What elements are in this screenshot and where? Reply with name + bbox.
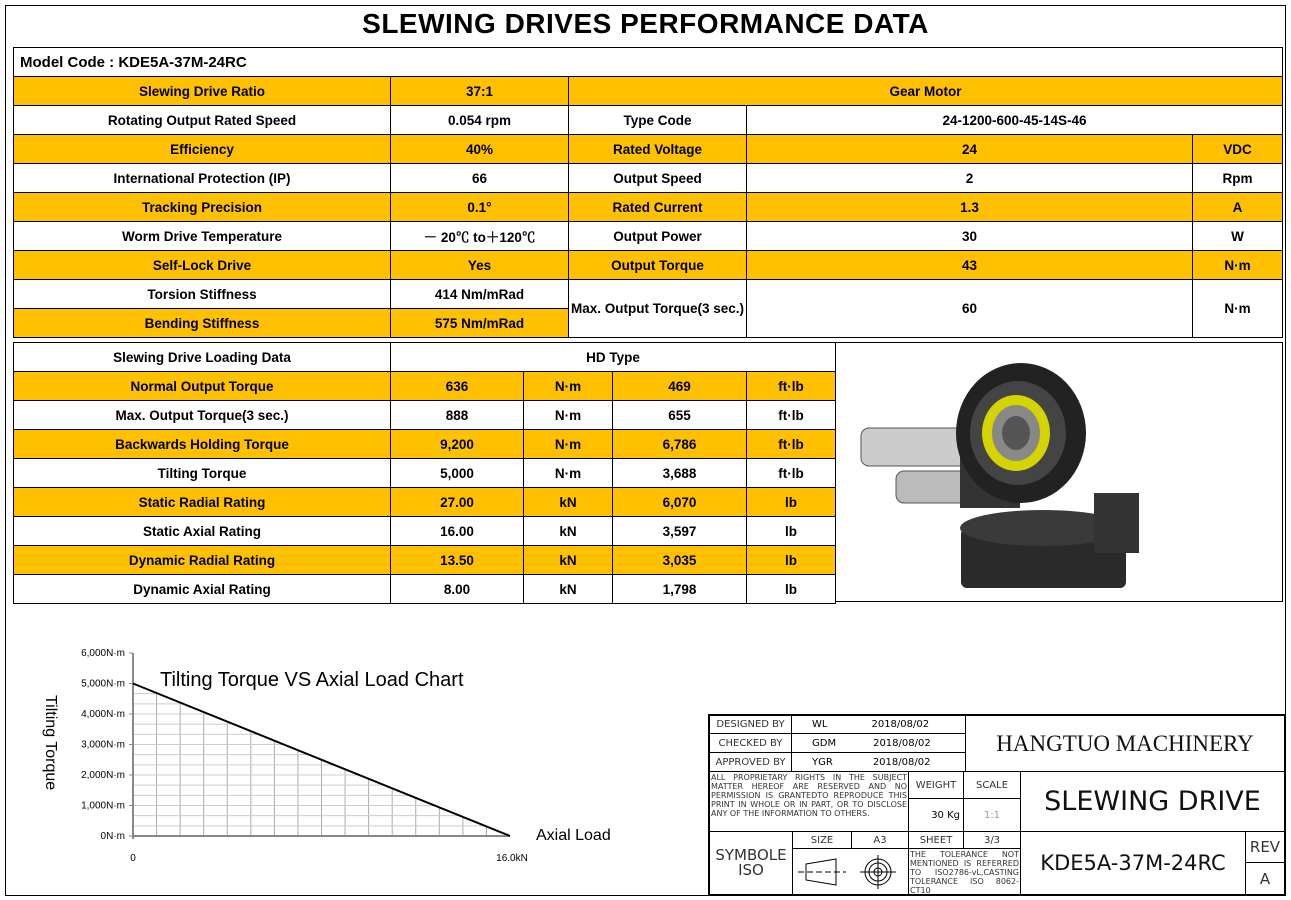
x-axis-label: Axial Load <box>536 827 611 844</box>
max-torque-label: Max. Output Torque(3 sec.) <box>569 280 747 338</box>
loading-u1: N·m <box>524 401 613 430</box>
slewing-drive-illustration <box>836 343 1282 601</box>
spec-label: Worm Drive Temperature <box>14 222 391 251</box>
designed-date: 2018/08/02 <box>871 719 930 730</box>
model-code: Model Code : KDE5A-37M-24RC <box>14 48 1283 77</box>
loading-v1: 636 <box>391 372 524 401</box>
chart-title: Tilting Torque VS Axial Load Chart <box>160 669 464 691</box>
loading-u1: N·m <box>524 372 613 401</box>
loading-u1: N·m <box>524 459 613 488</box>
loading-u1: kN <box>524 546 613 575</box>
approved-date: 2018/08/02 <box>872 756 931 768</box>
y-tick-label: 0N·m <box>100 831 125 842</box>
loading-row <box>14 575 836 604</box>
motor-unit: N·m <box>1193 251 1283 280</box>
rev-label: REV <box>1245 831 1285 863</box>
loading-v2: 1,798 <box>613 575 747 604</box>
weight-label: WEIGHT <box>908 771 964 799</box>
drawing-name: SLEWING DRIVE <box>1020 771 1285 832</box>
motor-unit: VDC <box>1193 135 1283 164</box>
title-block <box>708 714 1286 896</box>
loading-u2: ft·lb <box>747 459 836 488</box>
loading-l: Backwards Holding Torque <box>14 430 391 459</box>
spec-label: Rotating Output Rated Speed <box>14 106 391 135</box>
performance-row <box>14 193 1283 222</box>
performance-row <box>14 251 1283 280</box>
checked-label: CHECKED BY <box>709 733 792 753</box>
loading-row <box>14 488 836 517</box>
rev-value: A <box>1245 862 1285 895</box>
bending-label: Bending Stiffness <box>14 309 391 338</box>
motor-value: 24 <box>747 135 1193 164</box>
checked-by: GDM <box>812 737 837 749</box>
loading-v2: 3,597 <box>613 517 747 546</box>
y-axis-label: Tilting Torque <box>42 695 59 791</box>
y-tick-label: 1,000N·m <box>81 800 125 812</box>
spec-value: － 20℃ to＋120℃ <box>391 222 569 251</box>
loading-u1: kN <box>524 517 613 546</box>
performance-row <box>14 222 1283 251</box>
tilting-torque-chart <box>20 640 630 870</box>
spec-value: 0.1° <box>391 193 569 222</box>
loading-header: Slewing Drive Loading Data <box>14 343 391 372</box>
motor-label: Output Speed <box>569 164 747 193</box>
symbol-label: SYMBOLE ISO <box>709 831 793 895</box>
loading-v2: 6,070 <box>613 488 747 517</box>
motor-unit: Rpm <box>1193 164 1283 193</box>
loading-u2: lb <box>747 517 836 546</box>
loading-v2: 469 <box>613 372 747 401</box>
x-tick-label: 0 <box>130 853 136 864</box>
loading-u2: lb <box>747 488 836 517</box>
designed-label: DESIGNED BY <box>709 715 792 734</box>
loading-table <box>13 342 836 604</box>
performance-row <box>14 135 1283 164</box>
max-torque-value: 60 <box>747 280 1193 338</box>
loading-v2: 3,035 <box>613 546 747 575</box>
motor-value: 24-1200-600-45-14S-46 <box>747 106 1283 135</box>
loading-u2: ft·lb <box>747 430 836 459</box>
projection-symbol <box>792 848 909 895</box>
scale-value: 1:1 <box>963 798 1021 832</box>
weight-value: 30 Kg <box>908 798 964 832</box>
loading-l: Normal Output Torque <box>14 372 391 401</box>
loading-l: Dynamic Axial Rating <box>14 575 391 604</box>
x-tick-label: 16.0kN <box>496 853 528 864</box>
motor-value: 1.3 <box>747 193 1193 222</box>
loading-v1: 8.00 <box>391 575 524 604</box>
motor-value: 43 <box>747 251 1193 280</box>
motor-label: Output Power <box>569 222 747 251</box>
sheet-label: SHEET <box>908 831 964 849</box>
gear-motor-header: Gear Motor <box>569 77 1283 106</box>
loading-row <box>14 430 836 459</box>
loading-u2: lb <box>747 546 836 575</box>
bending-value: 575 Nm/mRad <box>391 309 569 338</box>
tolerance-note: THE TOLERANCE NOT MENTIONED IS REFERRED TO ISO2786-vL,CASTING TOLERANCE ISO 8062-CT10 <box>910 850 1019 895</box>
spec-value: 40% <box>391 135 569 164</box>
performance-table <box>13 47 1283 338</box>
loading-l: Static Axial Rating <box>14 517 391 546</box>
torsion-label: Torsion Stiffness <box>14 280 391 309</box>
loading-v1: 9,200 <box>391 430 524 459</box>
loading-u1: N·m <box>524 430 613 459</box>
approved-by: YGR <box>812 756 833 768</box>
motor-label: Rated Voltage <box>569 135 747 164</box>
loading-v1: 888 <box>391 401 524 430</box>
size-value: A3 <box>851 831 909 849</box>
company-name: HANGTUO MACHINERY <box>965 715 1285 772</box>
y-tick-label: 6,000N·m <box>81 648 125 659</box>
torsion-value: 414 Nm/mRad <box>391 280 569 309</box>
rights-notice: ALL PROPRIETARY RIGHTS IN THE SUBJECT MATTER HEREOF ARE RESERVED AND NO PERMISSION IS GRANTEDTO REPRODUCE THIS PRINT IN WHOLE OR IN PART, OR TO DISCLOSE ANY OF THE INFORMATION TO OTHERS. <box>709 771 909 832</box>
designed-by: WL <box>812 719 828 730</box>
loading-row <box>14 372 836 401</box>
loading-u2: lb <box>747 575 836 604</box>
projection-symbol-icon <box>796 852 906 892</box>
motor-value: 2 <box>747 164 1193 193</box>
ratio-value: 37:1 <box>391 77 569 106</box>
loading-u1: kN <box>524 575 613 604</box>
loading-v2: 3,688 <box>613 459 747 488</box>
loading-row <box>14 459 836 488</box>
spec-label: Efficiency <box>14 135 391 164</box>
part-number: KDE5A-37M-24RC <box>1020 831 1246 895</box>
loading-l: Max. Output Torque(3 sec.) <box>14 401 391 430</box>
loading-row <box>14 401 836 430</box>
loading-v1: 27.00 <box>391 488 524 517</box>
page-title: SLEWING DRIVES PERFORMANCE DATA <box>362 8 929 39</box>
motor-unit: W <box>1193 222 1283 251</box>
y-tick-label: 2,000N·m <box>81 770 125 781</box>
loading-v1: 13.50 <box>391 546 524 575</box>
product-image <box>836 342 1283 602</box>
loading-u1: kN <box>524 488 613 517</box>
motor-label: Output Torque <box>569 251 747 280</box>
motor-label: Type Code <box>569 106 747 135</box>
max-torque-unit: N·m <box>1193 280 1283 338</box>
approved-label: APPROVED BY <box>709 752 792 772</box>
performance-row <box>14 106 1283 135</box>
loading-u2: ft·lb <box>747 401 836 430</box>
loading-v2: 655 <box>613 401 747 430</box>
loading-type: HD Type <box>391 343 836 372</box>
y-tick-label: 3,000N·m <box>81 739 125 751</box>
loading-l: Static Radial Rating <box>14 488 391 517</box>
spec-label: Tracking Precision <box>14 193 391 222</box>
size-label: SIZE <box>792 831 852 849</box>
spec-label: Self-Lock Drive <box>14 251 391 280</box>
y-tick-label: 5,000N·m <box>81 678 125 690</box>
loading-l: Tilting Torque <box>14 459 391 488</box>
ratio-label: Slewing Drive Ratio <box>14 77 391 106</box>
loading-u2: ft·lb <box>747 372 836 401</box>
y-tick-label: 4,000N·m <box>81 709 125 720</box>
checked-date: 2018/08/02 <box>873 737 931 749</box>
spec-value: Yes <box>391 251 569 280</box>
spec-value: 66 <box>391 164 569 193</box>
loading-v2: 6,786 <box>613 430 747 459</box>
motor-label: Rated Current <box>569 193 747 222</box>
motor-value: 30 <box>747 222 1193 251</box>
loading-row <box>14 546 836 575</box>
loading-l: Dynamic Radial Rating <box>14 546 391 575</box>
performance-row <box>14 164 1283 193</box>
loading-v1: 5,000 <box>391 459 524 488</box>
scale-label: SCALE <box>963 771 1021 799</box>
motor-unit: A <box>1193 193 1283 222</box>
loading-row <box>14 517 836 546</box>
sheet-value: 3/3 <box>963 831 1021 849</box>
loading-v1: 16.00 <box>391 517 524 546</box>
spec-value: 0.054 rpm <box>391 106 569 135</box>
spec-label: International Protection (IP) <box>14 164 391 193</box>
